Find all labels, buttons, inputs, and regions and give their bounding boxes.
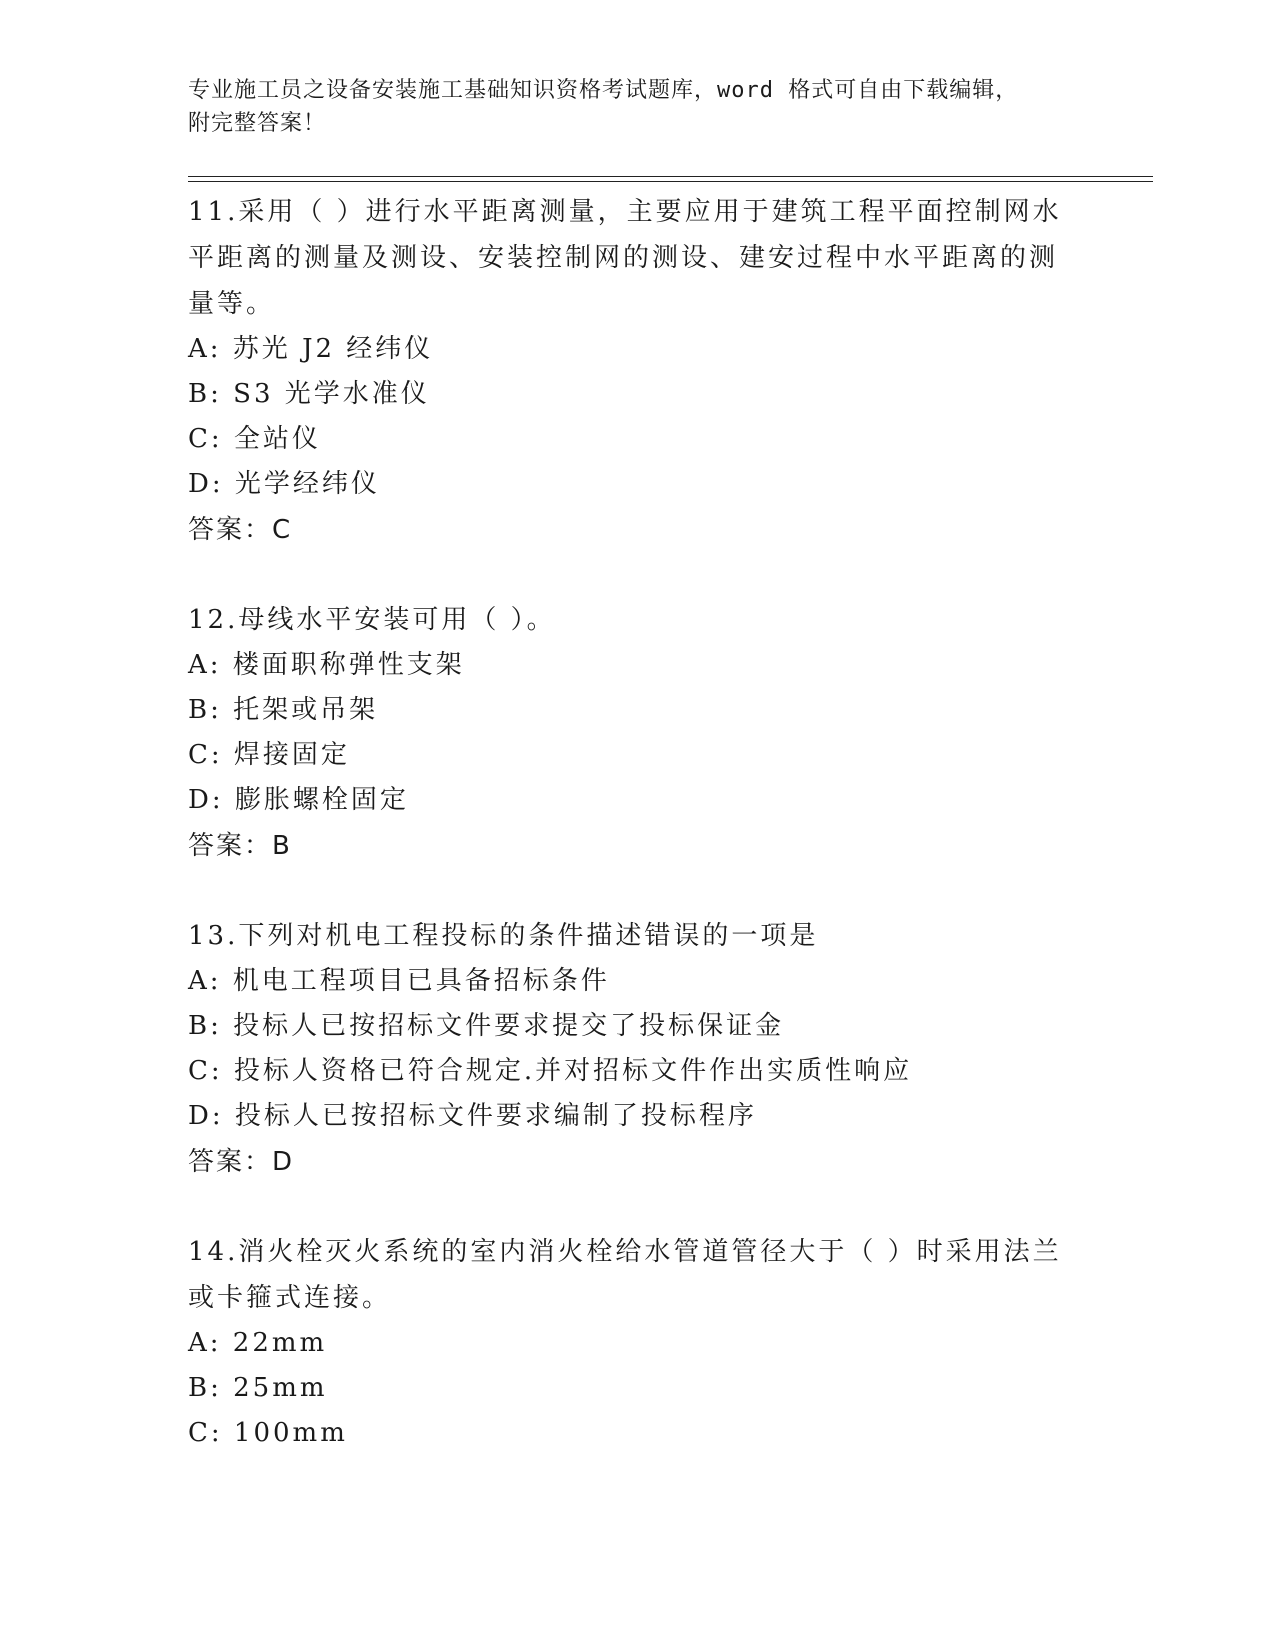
option-c: C: 全站仪 xyxy=(188,424,321,454)
question-stem: 11.采用（ ）进行水平距离测量，主要应用于建筑工程平面控制网水平距离的测量及测设、安装控制网的测设、建安过程中水平距离的测量等。 xyxy=(188,197,1062,319)
question-12 xyxy=(188,597,1068,869)
question-list xyxy=(188,189,1068,1456)
question-stem: 13.下列对机电工程投标的条件描述错误的一项是 xyxy=(188,921,819,951)
option-a: A: 楼面职称弹性支架 xyxy=(188,650,465,680)
header-divider-top xyxy=(188,176,1153,177)
header-divider-bottom xyxy=(188,181,1153,182)
option-b: B: S3 光学水准仪 xyxy=(188,379,430,409)
option-b: B: 托架或吊架 xyxy=(188,695,379,725)
answer-line: 答案：C xyxy=(188,515,293,545)
header-line-2: 附完整答案！ xyxy=(188,111,327,136)
question-11 xyxy=(188,189,1068,553)
option-d: D: 膨胀螺栓固定 xyxy=(188,785,409,815)
option-c: C: 投标人资格已符合规定.并对招标文件作出实质性响应 xyxy=(188,1056,913,1086)
answer-line: 答案：D xyxy=(188,1147,295,1177)
option-a: A: 22mm xyxy=(188,1328,328,1358)
header-line-1: 专业施工员之设备安装施工基础知识资格考试题库，word 格式可自由下载编辑， xyxy=(188,78,1019,103)
option-d: D: 光学经纬仪 xyxy=(188,469,380,499)
question-13 xyxy=(188,913,1068,1185)
option-b: B: 25mm xyxy=(188,1373,328,1403)
option-a: A: 苏光 J2 经纬仪 xyxy=(188,334,434,364)
option-b: B: 投标人已按招标文件要求提交了投标保证金 xyxy=(188,1011,785,1041)
document-header xyxy=(188,74,1068,140)
option-d: D: 投标人已按招标文件要求编制了投标程序 xyxy=(188,1101,757,1131)
option-a: A: 机电工程项目已具备招标条件 xyxy=(188,966,610,996)
option-c: C: 焊接固定 xyxy=(188,740,350,770)
option-c: C: 100mm xyxy=(188,1418,348,1448)
question-14 xyxy=(188,1229,1068,1456)
answer-line: 答案：B xyxy=(188,831,292,861)
question-stem: 14.消火栓灭火系统的室内消火栓给水管道管径大于（ ）时采用法兰或卡箍式连接。 xyxy=(188,1237,1062,1313)
question-stem: 12.母线水平安装可用（ ）。 xyxy=(188,605,556,635)
